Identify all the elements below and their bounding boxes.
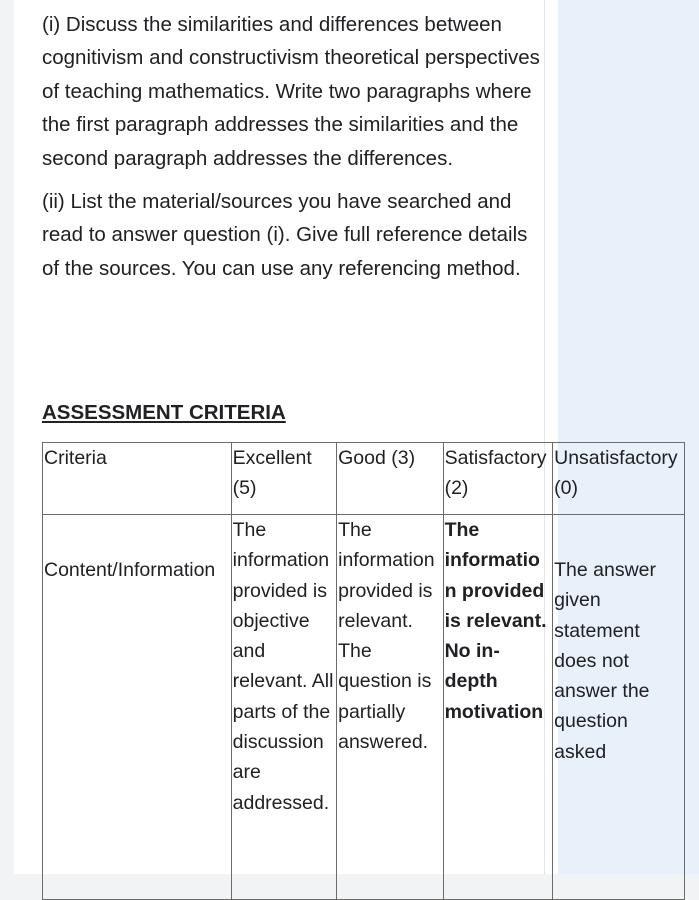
header-criteria: Criteria — [43, 443, 232, 515]
question-text — [42, 8, 542, 285]
satisfactory-cell: The information provided is relevant. No in-depth motivation — [443, 515, 553, 900]
excellent-cell: The information provided is objective and relevant. All parts of the discussion are addressed. — [231, 515, 336, 900]
question-part-ii: (ii) List the material/sources you have searched and read to answer question (i). Give full reference details of the sources. You can use any referencing method. — [42, 190, 528, 280]
good-cell: The information provided is relevant. The question is partially answered. — [337, 515, 443, 900]
assessment-criteria-table — [42, 442, 685, 900]
header-satisfactory: Satisfactory (2) — [443, 443, 553, 515]
question-part-i: (i) Discuss the similarities and differences between cognitivism and constructivism theoretical perspectives of teaching mathematics. Write two paragraphs where the first paragraph addresses the similarities and the second paragraph addresses the differences. — [42, 13, 540, 170]
page-gutter — [0, 0, 14, 874]
table-row — [43, 515, 685, 900]
unsatisfactory-cell: The answer given statement does not answer the question asked — [553, 515, 685, 900]
criteria-cell: Content/Information — [43, 515, 232, 900]
table-header-row — [43, 443, 685, 515]
assessment-heading: ASSESSMENT CRITERIA — [42, 401, 286, 424]
header-excellent: Excellent (5) — [231, 443, 336, 515]
header-unsatisfactory: Unsatisfactory (0) — [553, 443, 685, 515]
header-good: Good (3) — [337, 443, 443, 515]
